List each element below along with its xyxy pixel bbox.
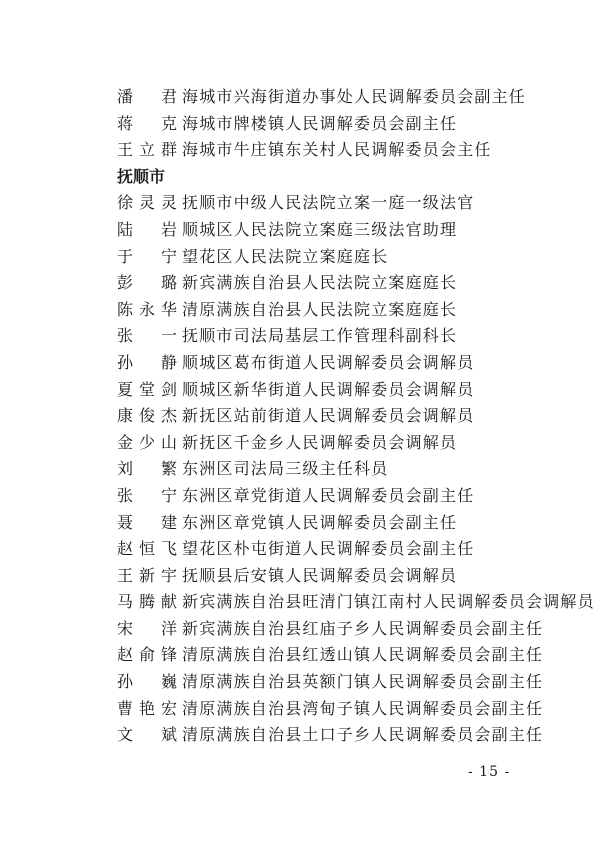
person-name: 潘 君: [117, 87, 177, 106]
person-name: 马腾献: [117, 592, 177, 612]
list-item: [0, 403, 600, 430]
person-name: 张 宁: [117, 485, 177, 505]
person-name: 宋 洋: [117, 618, 177, 638]
person-name: 陈永华: [117, 299, 177, 319]
section-heading-row: [0, 164, 600, 191]
person-title: 新宾满族自治县红庙子乡人民调解委员会副主任: [182, 618, 544, 638]
person-name: 文 斌: [117, 725, 177, 745]
person-title: 新宾满族自治县人民法院立案庭庭长: [182, 273, 458, 293]
person-title: 抚顺县后安镇人民调解委员会调解员: [182, 565, 458, 585]
person-name: 彭 璐: [117, 273, 177, 293]
person-name: 聂 建: [117, 512, 177, 532]
list-item: [0, 350, 600, 377]
list-item: [0, 111, 600, 138]
person-name: 王新宇: [117, 565, 177, 585]
person-title: 清原满族自治县英额门镇人民调解委员会副主任: [182, 672, 544, 692]
person-title: 望花区朴屯街道人民调解委员会副主任: [182, 539, 475, 559]
person-title: 东洲区章党镇人民调解委员会副主任: [182, 512, 458, 532]
person-title: 新抚区站前街道人民调解委员会调解员: [182, 406, 475, 426]
list-item: [0, 669, 600, 696]
list-item: [0, 589, 600, 616]
person-name: 孙 静: [117, 352, 177, 372]
person-title: 抚顺市司法局基层工作管理科副科长: [182, 326, 458, 346]
person-title: 新抚区千金乡人民调解委员会调解员: [182, 432, 458, 452]
list-item: [0, 563, 600, 590]
person-title: 清原满族自治县红透山镇人民调解委员会副主任: [182, 645, 544, 665]
person-title: 清原满族自治县土口子乡人民调解委员会副主任: [182, 725, 544, 745]
person-name: 金少山: [117, 432, 177, 452]
person-title: 海城市牌楼镇人民调解委员会副主任: [182, 113, 458, 133]
list-item: [0, 190, 600, 217]
list-item: [0, 377, 600, 404]
person-title: 东洲区司法局三级主任科员: [182, 459, 389, 479]
person-name: 张 一: [117, 326, 177, 346]
person-name: 陆 岩: [117, 219, 177, 239]
person-title: 海城市牛庄镇东关村人民调解委员会主任: [182, 140, 492, 160]
person-name: 王立群: [117, 140, 177, 160]
list-item: [0, 137, 600, 164]
section-heading: 抚顺市: [117, 166, 166, 186]
person-title: 东洲区章党街道人民调解委员会副主任: [182, 485, 475, 505]
list-item: [0, 483, 600, 510]
person-title: 顺城区新华街道人民调解委员会调解员: [182, 379, 475, 399]
person-name: 刘 繁: [117, 459, 177, 479]
person-title: 新宾满族自治县旺清门镇江南村人民调解委员会调解员: [182, 592, 595, 612]
list-item: [0, 84, 600, 111]
person-title: 清原满族自治县人民法院立案庭庭长: [182, 299, 458, 319]
list-item: [0, 456, 600, 483]
list-item: [0, 244, 600, 271]
list-item: [0, 217, 600, 244]
page-number: - 15 -: [468, 764, 511, 780]
person-title: 海城市兴海街道办事处人民调解委员会副主任: [182, 87, 527, 106]
person-name: 康俊杰: [117, 406, 177, 426]
person-name: 赵俞锋: [117, 645, 177, 665]
person-title: 顺城区人民法院立案庭三级法官助理: [182, 219, 458, 239]
person-name: 赵恒飞: [117, 539, 177, 559]
list-item: [0, 430, 600, 457]
list-item: [0, 270, 600, 297]
list-item: [0, 722, 600, 749]
list-item: [0, 323, 600, 350]
list-item: [0, 642, 600, 669]
list-item: [0, 510, 600, 537]
person-title: 望花区人民法院立案庭庭长: [182, 246, 389, 266]
person-name: 夏堂剑: [117, 379, 177, 399]
person-name: 蒋 克: [117, 113, 177, 133]
person-name: 曹艳宏: [117, 698, 177, 718]
list-item: [0, 536, 600, 563]
person-name: 孙 巍: [117, 672, 177, 692]
personnel-list: [0, 84, 600, 749]
list-item: [0, 696, 600, 723]
list-item: [0, 616, 600, 643]
person-title: 清原满族自治县湾甸子镇人民调解委员会副主任: [182, 698, 544, 718]
person-title: 顺城区葛布街道人民调解委员会调解员: [182, 352, 475, 372]
person-name: 于 宁: [117, 246, 177, 266]
person-name: 徐灵灵: [117, 193, 177, 213]
person-title: 抚顺市中级人民法院立案一庭一级法官: [182, 193, 475, 213]
list-item: [0, 297, 600, 324]
